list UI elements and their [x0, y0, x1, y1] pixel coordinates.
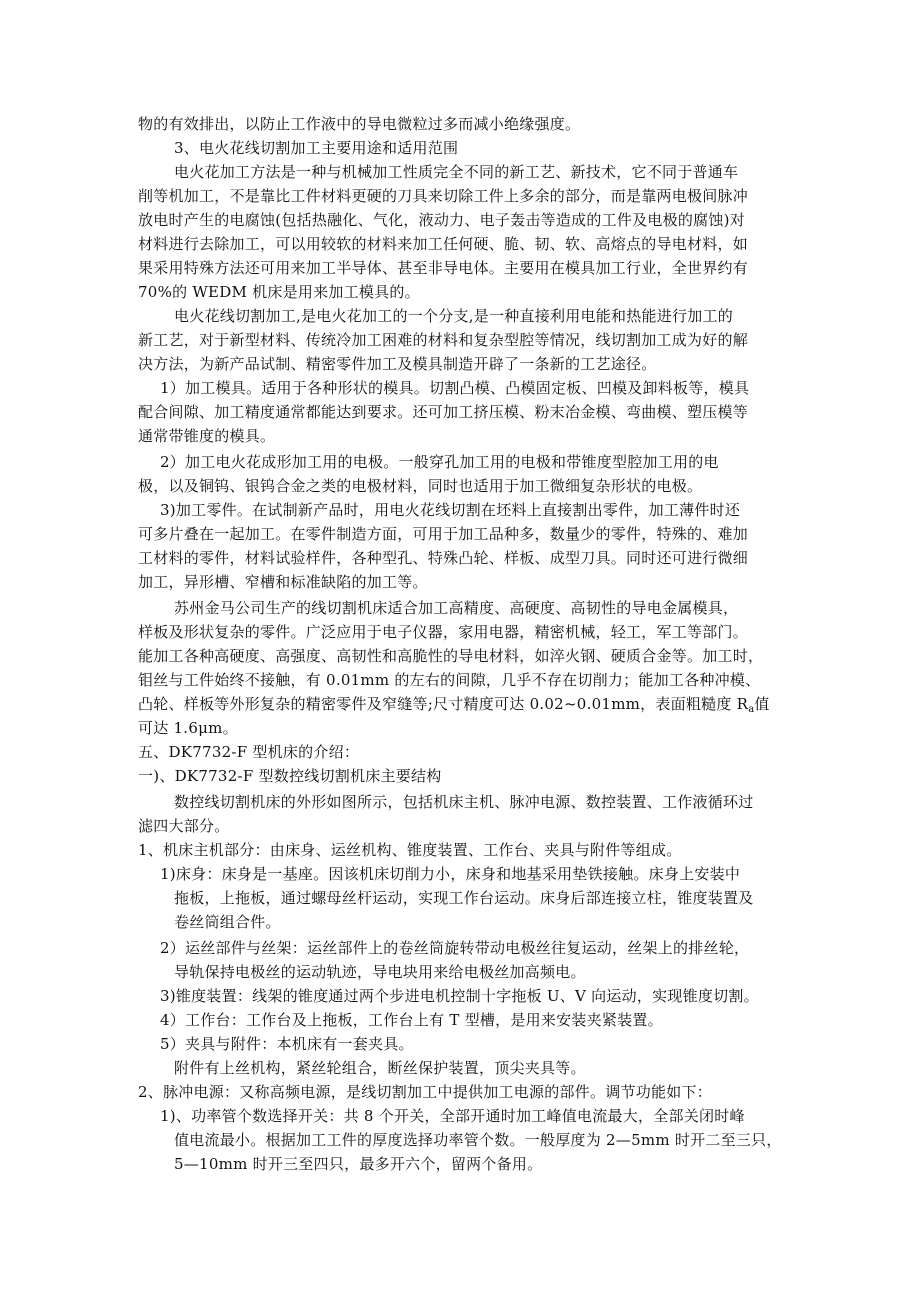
text-line: 值电流最小。根据加工工件的厚度选择功率管个数。一般厚度为 2—5mm 时开二至三只， — [174, 1131, 782, 1149]
list-item-line: 1）加工模具。适用于各种形状的模具。切割凸模、凸模固定板、凹模及卸料板等，模具 — [160, 379, 750, 397]
text-line: 卷丝筒组合件。 — [174, 913, 281, 931]
text-line: 70%的 WEDM 机床是用来加工模具的。 — [138, 283, 420, 301]
roughness-text: 凸轮、样板等外形复杂的精密零件及窄缝等;尺寸精度可达 0.02~0.01mm，表面粗糙度 R — [138, 695, 749, 713]
text-line: 工材料的零件，材料试验样件，各种型孔、特殊凸轮、样板、成型刀具。同时还可进行微细 — [138, 549, 749, 567]
text-line-roughness — [138, 693, 770, 715]
text-line: 附件有上丝机构，紧丝轮组合，断丝保护装置，顶尖夹具等。 — [174, 1059, 586, 1077]
list-item-line: 1)床身：床身是一基座。因该机床切削力小，床身和地基采用垫铁接触。床身上安装中 — [160, 865, 741, 883]
text-line: 果采用特殊方法还可用来加工半导体、甚至非导电体。主要用在模具加工行业，全世界约有 — [138, 259, 749, 277]
text-line: 物的有效排出，以防止工作液中的导电微粒过多而减小绝缘强度。 — [138, 115, 581, 133]
section-heading: 1、机床主机部分：由床身、运丝机构、锥度装置、工作台、夹具与附件等组成。 — [138, 841, 682, 859]
section-heading: 五、DK7732-F 型机床的介绍： — [138, 743, 360, 761]
text-line: 决方法，为新产品试制、精密零件加工及模具制造开辟了一条新的工艺途径。 — [138, 355, 657, 373]
text-line: 可多片叠在一起加工。在零件制造方面，可用于加工品种多，数量少的零件，特殊的、难加 — [138, 525, 749, 543]
text-line: 数控线切割机床的外形如图所示，包括机床主机、脉冲电源、数控装置、工作液循环过 — [174, 793, 754, 811]
list-item-line: 1)、功率管个数选择开关：共 8 个开关，全部开通时加工峰值电流最大，全部关闭时峰 — [160, 1107, 745, 1125]
text-line: 通常带锥度的模具。 — [138, 427, 276, 445]
text-line: 放电时产生的电腐蚀(包括热融化、气化，液动力、电子轰击等造成的工件及电极的腐蚀)对 — [138, 211, 745, 229]
text-line: 材料进行去除加工，可以用较软的材料来加工任何硬、脆、韧、软、高熔点的导电材料，如 — [138, 235, 749, 253]
text-line: 能加工各种高硬度、高强度、高韧性和高脆性的导电材料，如淬火钢、硬质合金等。加工时， — [138, 647, 764, 665]
text-line: 苏州金马公司生产的线切割机床适合加工高精度、高硬度、高韧性的导电金属模具， — [174, 599, 739, 617]
text-line: 加工，异形槽、窄槽和标准缺陷的加工等。 — [138, 573, 428, 591]
section-heading: 一)、DK7732-F 型数控线切割机床主要结构 — [138, 767, 442, 785]
text-line: 配合间隙、加工精度通常都能达到要求。还可加工挤压模、粉末冶金模、弯曲模、塑压模等 — [138, 403, 749, 421]
section-heading: 3、电火花线切割加工主要用途和适用范围 — [174, 139, 459, 157]
text-line: 电火花加工方法是一种与机械加工性质完全不同的新工艺、新技术，它不同于普通车 — [174, 163, 739, 181]
list-item-line: 3)加工零件。在试制新产品时，用电火花线切割在坯料上直接割出零件，加工薄件时还 — [160, 501, 741, 519]
text-line: 样板及形状复杂的零件。广泛应用于电子仪器，家用电器，精密机械，轻工，军工等部门。 — [138, 623, 749, 641]
subscript-a: a — [748, 704, 755, 715]
text-line: 极，以及铜钨、银钨合金之类的电极材料，同时也适用于加工微细复杂形状的电极。 — [138, 477, 703, 495]
text-line: 钼丝与工件始终不接触，有 0.01mm 的左右的间隙，几乎不存在切削力；能加工各种冲模、 — [138, 671, 761, 689]
text-line: 拖板，上拖板，通过螺母丝杆运动，实现工作台运动。床身后部连接立柱，锥度装置及 — [174, 889, 754, 907]
list-item-line: 5）夹具与附件：本机床有一套夹具。 — [160, 1035, 414, 1053]
text-line: 可达 1.6μm。 — [138, 719, 238, 737]
text-line: 电火花线切割加工,是电火花加工的一个分支,是一种直接利用电能和热能进行加工的 — [174, 307, 734, 325]
text-line: 新工艺，对于新型材料、传统冷加工困难的材料和复杂型腔等情况，线切割加工成为好的解 — [138, 331, 749, 349]
roughness-suffix: 值 — [754, 695, 770, 713]
list-item-line: 2）加工电火花成形加工用的电极。一般穿孔加工用的电极和带锥度型腔加工用的电 — [160, 453, 719, 471]
text-line: 滤四大部分。 — [138, 817, 230, 835]
list-item-line: 2）运丝部件与丝架：运丝部件上的卷丝筒旋转带动电极丝往复运动，丝架上的排丝轮， — [160, 939, 750, 957]
text-line: 削等机加工，不是靠比工件材料更硬的刀具来切除工件上多余的部分，而是靠两电极间脉冲 — [138, 187, 749, 205]
list-item-line: 4）工作台：工作台及上拖板，工作台上有 T 型槽，是用来安装夹紧装置。 — [160, 1011, 663, 1029]
list-item-line: 3)锥度装置：线架的锥度通过两个步进电机控制十字拖板 U、V 向运动，实现锥度切割。 — [160, 987, 759, 1005]
text-line: 导轨保持电极丝的运动轨迹，导电块用来给电极丝加高频电。 — [174, 963, 586, 981]
section-heading: 2、脉冲电源：又称高频电源，是线切割加工中提供加工电源的部件。调节功能如下： — [138, 1083, 713, 1101]
text-line: 5—10mm 时开三至四只，最多开六个，留两个备用。 — [174, 1155, 543, 1173]
